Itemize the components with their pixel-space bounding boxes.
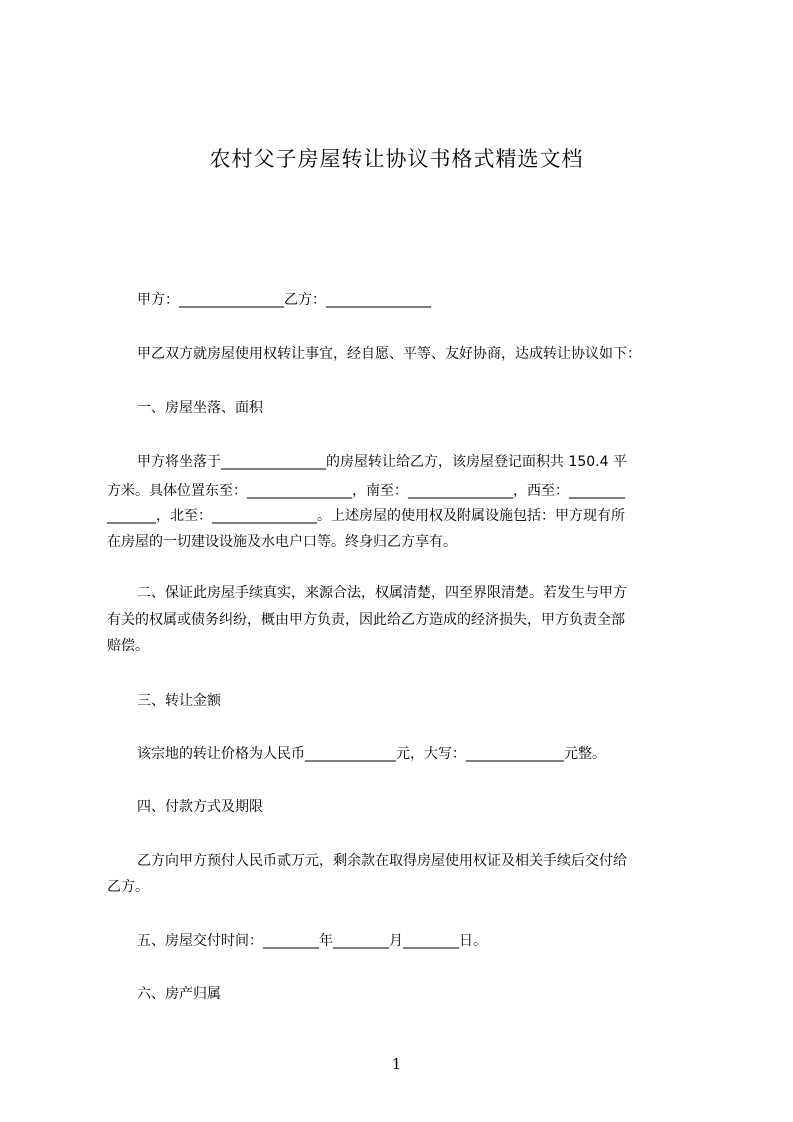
section-4-text-line-2: 乙方。 [107, 879, 149, 895]
document-title: 农村父子房屋转让协议书格式精选文档 [209, 147, 584, 171]
section-2-text-line-1: 二、保证此房屋手续真实，来源合法，权属清楚，四至界限清楚。若发生与甲方 [137, 585, 627, 601]
section-1-text-line-3: _______，北至：_______________。上述房屋的使用权及附属设施包括：甲方现有所 [107, 508, 625, 524]
section-4-text-line-1: 乙方向甲方预付人民币贰万元，剩余款在取得房屋使用权证及相关手续后交付给 [137, 853, 627, 869]
section-1-text-line-1: 甲方将坐落于_______________的房屋转让给乙方，该房屋登记面积共 150.4 平 [137, 454, 627, 470]
section-2-text-line-3: 赔偿。 [107, 638, 149, 654]
preamble-text: 甲乙双方就房屋使用权转让事宜，经自愿、平等、友好协商，达成转让协议如下： [137, 346, 641, 362]
section-3-heading: 三、转让金额 [137, 693, 221, 709]
parties-line: 甲方：_______________乙方：_______________ [137, 292, 431, 308]
section-1-text-line-2: 方米。具体位置东至：_______________，南至：_______________，西至：________ [107, 483, 625, 499]
section-6-heading: 六、房产归属 [137, 986, 221, 1002]
page-number: 1 [391, 1055, 402, 1073]
section-5-text: 五、房屋交付时间：________年________月________日。 [137, 933, 487, 949]
section-4-heading: 四、付款方式及期限 [137, 799, 263, 815]
section-1-text-line-4: 在房屋的一切建设设施及水电户口等。终身归乙方享有。 [107, 534, 457, 550]
section-3-text: 该宗地的转让价格为人民币_____________元，大写：______________元整。 [137, 746, 606, 762]
section-1-heading: 一、房屋坐落、面积 [137, 400, 263, 416]
section-2-text-line-2: 有关的权属或债务纠纷，概由甲方负责，因此给乙方造成的经济损失，甲方负责全部 [107, 612, 625, 628]
